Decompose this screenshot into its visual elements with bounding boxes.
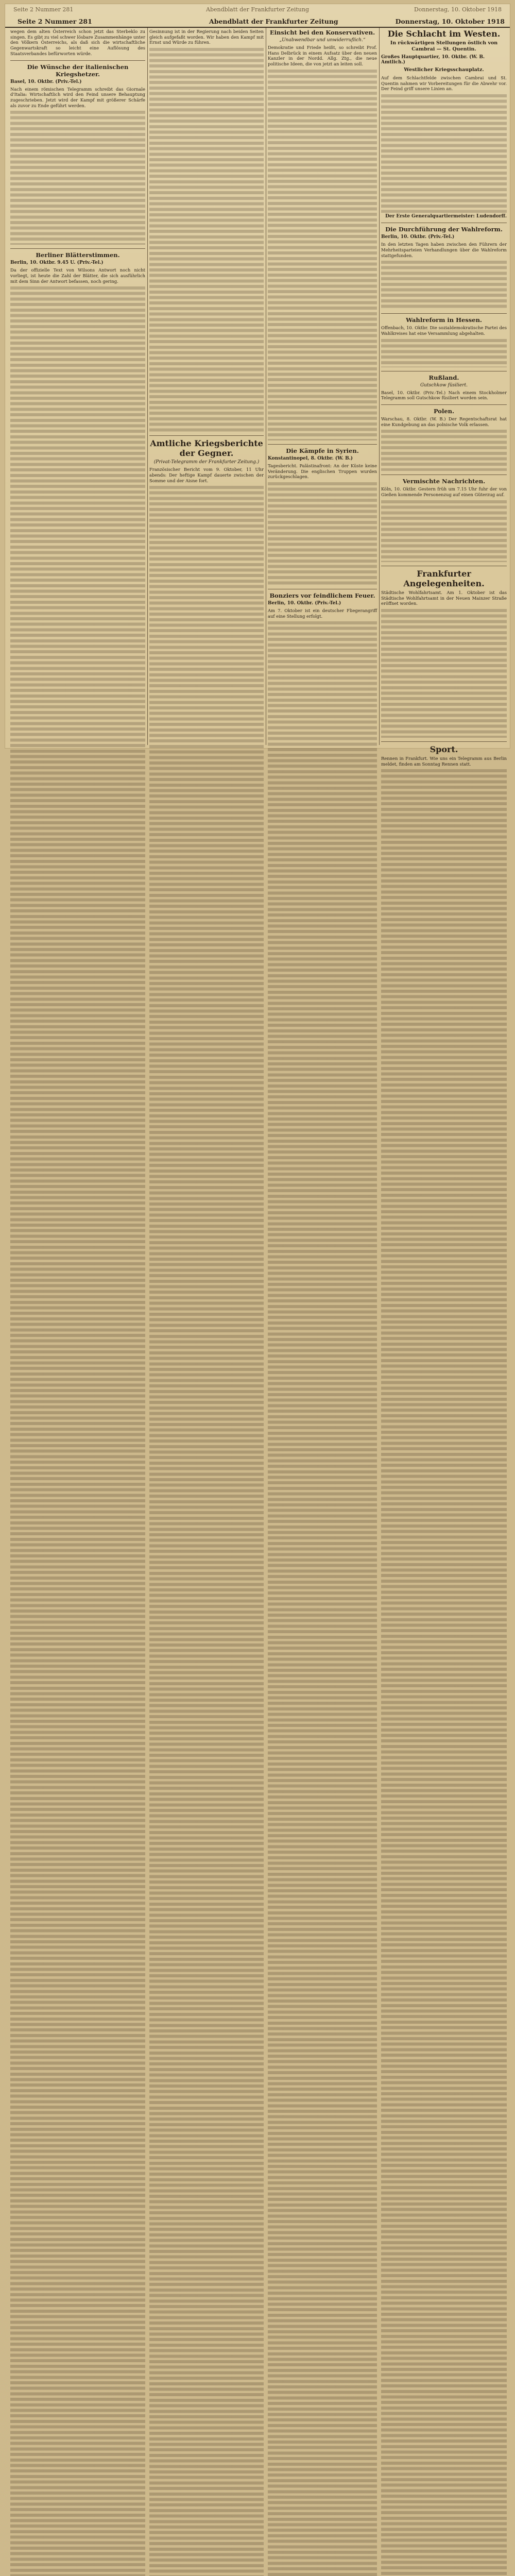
column-text-block — [268, 621, 377, 2576]
article-text: Auf dem Schlachtfelde zwischen Cambrai und St. Quentin nahmen wir Vorbereitungen für die Abwehr vor. Der Feind griff unsere Linien an. — [381, 75, 507, 92]
column-text-block — [381, 500, 507, 562]
column-text-block — [10, 111, 145, 245]
column-text-block — [381, 94, 507, 213]
section-heading: Sport. — [381, 741, 507, 754]
signature: Der Erste Generalquartiermeister: Ludendorff. — [385, 214, 507, 219]
column-text-block — [149, 48, 264, 432]
column-rule — [379, 28, 380, 745]
section-heading: Wahlreform in Hessen. — [381, 313, 507, 324]
article-text: Gesinnung ist in der Regierung nach beiden Seiten gleich aufgefaßt worden. Wir haben den Kampf mit Ernst und Würde zu führen. — [149, 29, 264, 45]
column-1 — [10, 29, 145, 745]
column-4 — [381, 29, 507, 767]
article-text: Köln, 10. Oktbr. Gestern früh um 7.15 Uhr fuhr der von Gießen kommende Personenzug auf einen Güterzug auf. — [381, 486, 507, 498]
column-text-block — [10, 286, 145, 2576]
dateline: Berlin, 10. Oktbr. (Priv.-Tel.) — [381, 234, 455, 240]
dateline: Großes Hauptquartier, 10. Oktbr. (W. B. Amtlich.) — [381, 55, 485, 65]
column-text-block — [268, 482, 377, 585]
section-heading: Amtliche Kriegsberichte der Gegner. — [149, 435, 264, 458]
article-text: Demokratie und Friede heißt, so schreibt Prof. Hans Delbrück in einem Aufsatz über den neuen Kanzler in der Nordd. Allg. Ztg., die neue politische Ideen, die von jetzt an leiten soll. — [268, 45, 377, 67]
article-text: Basel, 10. Oktbr. (Priv.-Tel.) Nach einem Stockholmer Telegramm soll Gutschkow füsiliert worden sein. — [381, 389, 507, 401]
section-heading: Frankfurter Angelegenheiten. — [381, 566, 507, 588]
section-subhead: Westlicher Kriegsschauplatz. — [404, 67, 484, 73]
newspaper-page — [5, 4, 510, 767]
column-2 — [149, 29, 264, 745]
section-heading: Berliner Blätterstimmen. — [10, 248, 145, 259]
article-text: Am 7. Oktober ist ein deutscher Fliegerangriff auf eine Stellung erfolgt. — [268, 607, 377, 619]
dateline: Berlin, 10. Oktbr. (Priv.-Tel.) — [268, 600, 341, 606]
issue-date: Donnerstag, 10. Oktober 1918 — [395, 18, 505, 25]
article-text: Tagesbericht. Palästinafront: An der Küste keine Veränderung. Die englischen Truppen wurden zurückgeschlagen. — [268, 463, 377, 480]
section-heading: Die Schlacht im Westen. — [387, 29, 501, 39]
section-subtitle: (Privat-Telegramm der Frankfurter Zeitung.) — [153, 460, 260, 465]
column-text-block — [268, 70, 377, 440]
article-text: Warschau, 8. Oktbr. (W. B.) Der Regentschaftsrat hat eine Kundgebung an das polnische Volk erlassen. — [381, 416, 507, 427]
dateline: Konstantinopel, 8. Oktbr. (W. B.) — [268, 455, 353, 461]
article-text: Städtische Wohlfahrtsamt. Am 1. Oktober ist das Städtische Wohlfahrtsamt in der Neuen Mainzer Straße eröffnet worden. — [381, 589, 507, 606]
section-heading: Die Durchführung der Wahlreform. — [381, 223, 507, 233]
section-heading: Polen. — [381, 404, 507, 415]
article-text: In den letzten Tagen haben zwischen den Führern der Mehrheitsparteien Verhandlungen über die Wahlreform stattgefunden. — [381, 242, 507, 258]
page-header — [5, 15, 510, 28]
dateline: Basel, 10. Oktbr. (Priv.-Tel.) — [10, 79, 82, 84]
section-heading: Die Kämpfe in Syrien. — [268, 444, 377, 454]
section-deck: In rückwärtigen Stellungen östlich von Cambrai — St. Quentin. — [390, 40, 498, 52]
column-text-block — [381, 609, 507, 738]
dateline: Berlin, 10. Oktbr. 9.45 U. (Priv.-Tel.) — [10, 260, 104, 266]
strip-left: Seite 2 Nummer 281 — [13, 6, 74, 13]
article-text: Rennen in Frankfurt. Wie uns ein Telegramm aus Berlin meldet, finden am Sonntag Rennen statt. — [381, 755, 507, 767]
article-text: Offenbach, 10. Oktbr. Die sozialdemokratische Partei des Wahlkreises hat eine Versammlung abgehalten. — [381, 325, 507, 336]
section-subtitle: Gutschkow füsiliert. — [420, 382, 468, 388]
section-heading: Die Wünsche der italienischen Kriegshetzer. — [10, 60, 145, 78]
strip-right: Donnerstag, 10. Oktober 1918 — [414, 6, 502, 13]
masthead: Abendblatt der Frankfurter Zeitung — [209, 18, 338, 25]
column-text-block — [149, 486, 264, 2576]
section-subtitle: „Unabwendbar und unwiderruflich.“ — [279, 38, 366, 43]
article-text: wegen dem alten Österreich schon jetzt das Sterbeklo zu singen. Es gibt zu viel schwer lösbare Zusammenhänge unter den Völkern Österreichs, als daß sich die wirtschaftliche Gegenwartskraft so leicht eine Auflösung des Staatsverbandes befürworten würde. — [10, 29, 145, 56]
section-heading: Bonziers vor feindlichem Feuer. — [268, 589, 377, 599]
column-3 — [268, 29, 377, 745]
section-heading: Rußland. — [381, 371, 507, 381]
strip-center: Abendblatt der Frankfurter Zeitung — [206, 6, 309, 13]
page-number: Seite 2 Nummer 281 — [18, 18, 92, 25]
column-rule — [147, 28, 148, 745]
column-text-block — [381, 769, 507, 2576]
article-text: Nach einem römischen Telegramm schreibt das Giornale d'Italia: Wirtschaftlich wird den Feind unsere Behauptung zugeschrieben. Jetzt wird der Kampf mit größerer Schärfe als zuvor zu Ende geführt werden. — [10, 86, 145, 108]
column-text-block — [381, 430, 507, 471]
column-text-block — [381, 339, 507, 367]
section-heading: Einsicht bei den Konservativen. — [269, 29, 375, 36]
section-heading: Vermischte Nachrichten. — [381, 474, 507, 485]
column-text-block — [381, 261, 507, 310]
top-bleed-strip — [5, 4, 510, 15]
article-text: Da der offizielle Text von Wilsons Antwort noch nicht vorliegt, ist heute die Zahl der Blätter, die sich ausführlich mit dem Sinn der Antwort befassen, noch gering. — [10, 267, 145, 284]
article-text: Französischer Bericht vom 9. Oktober, 11 Uhr abends: Der heftige Kampf dauerte zwischen der Somme und der Aisne fort. — [149, 467, 264, 483]
